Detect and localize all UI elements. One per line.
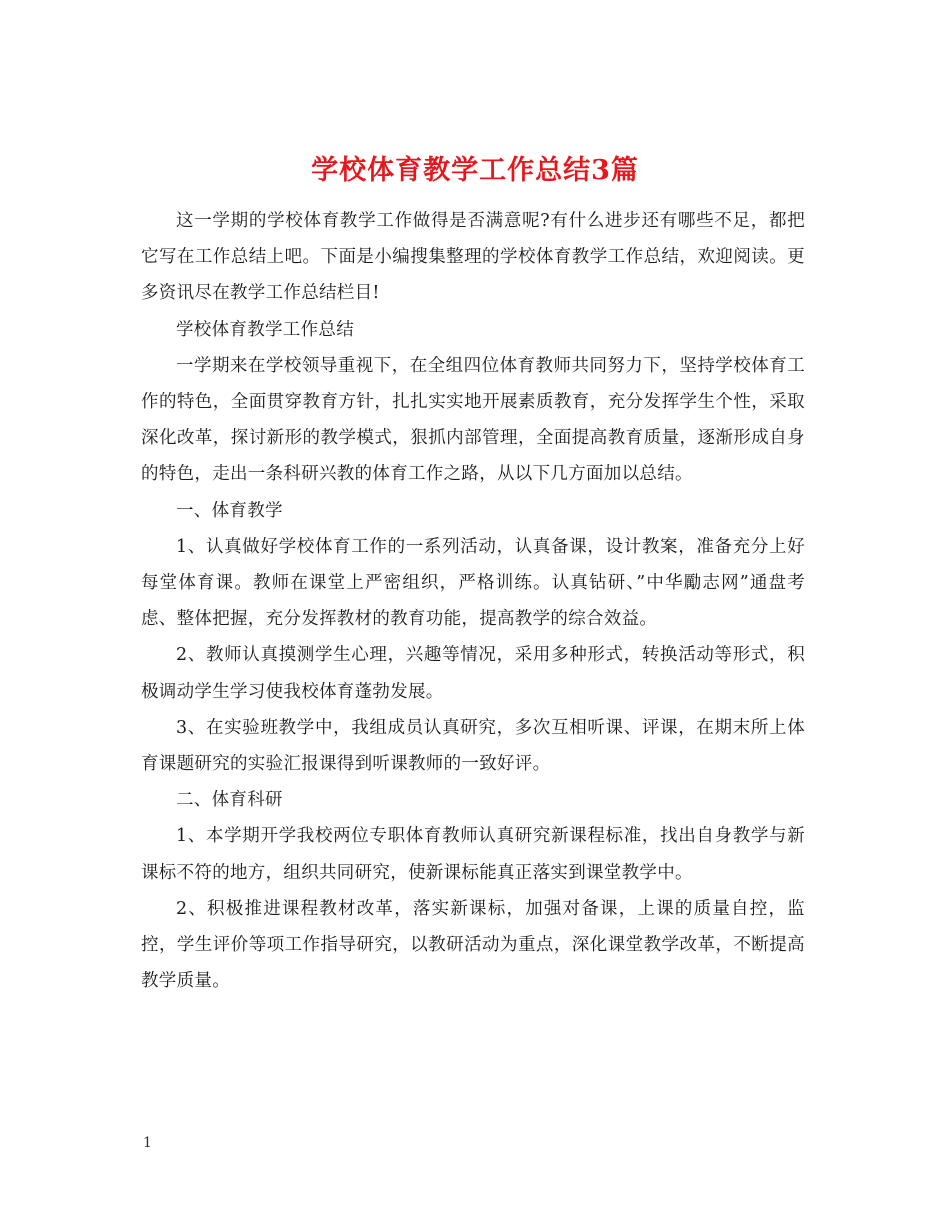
intro-paragraph: 这一学期的学校体育教学工作做得是否满意呢?有什么进步还有哪些不足，都把它写在工作总结上吧。下面是小编搜集整理的学校体育教学工作总结，欢迎阅读。更多资讯尽在教学工作总结栏目!: [141, 211, 805, 304]
section-heading-teaching: 一、体育教学: [176, 500, 283, 521]
document-body: [141, 203, 805, 999]
teaching-item-3: 3、在实验班教学中，我组成员认真研究，多次互相听课、评课，在期末所上体育课题研究的实验汇报课得到听课教师的一致好评。: [141, 717, 805, 775]
document-title: 学校体育教学工作总结3篇: [311, 155, 639, 187]
section-subtitle: 学校体育教学工作总结: [176, 319, 354, 340]
teaching-item-2: 2、教师认真摸测学生心理，兴趣等情况，采用多种形式，转换活动等形式，积极调动学生学习使我校体育蓬勃发展。: [141, 645, 805, 702]
research-item-2: 2、积极推进课程教材改革，落实新课标，加强对备课，上课的质量自控，监控，学生评价等项工作指导研究，以教研活动为重点，深化课堂教学改革，不断提高教学质量。: [141, 898, 805, 992]
section-heading-research: 二、体育科研: [176, 790, 283, 811]
teaching-item-1: 1、认真做好学校体育工作的一系列活动，认真备课，设计教案，准备充分上好每堂体育课。教师在课堂上严密组织，严格训练。认真钻研、”中华勵志网”通盘考虑、整体把握，充分发挥教材的教育功能，提高教学的综合效益。: [141, 536, 805, 630]
research-item-1: 1、本学期开学我校两位专职体育教师认真研究新课程标准，找出自身教学与新课标不符的地方，组织共同研究，使新课标能真正落实到课堂教学中。: [141, 826, 805, 883]
page-number: 1: [143, 1135, 152, 1151]
overview-paragraph: 一学期来在学校领导重视下，在全组四位体育教师共同努力下，坚持学校体育工作的特色，全面贯穿教育方针，扎扎实实地开展素质教育，充分发挥学生个性，采取深化改革，探讨新形的教学模式，狠抓内部管理，全面提高教育质量，逐渐形成自身的特色，走出一条科研兴教的体育工作之路，从以下几方面加以总结。: [141, 355, 805, 485]
